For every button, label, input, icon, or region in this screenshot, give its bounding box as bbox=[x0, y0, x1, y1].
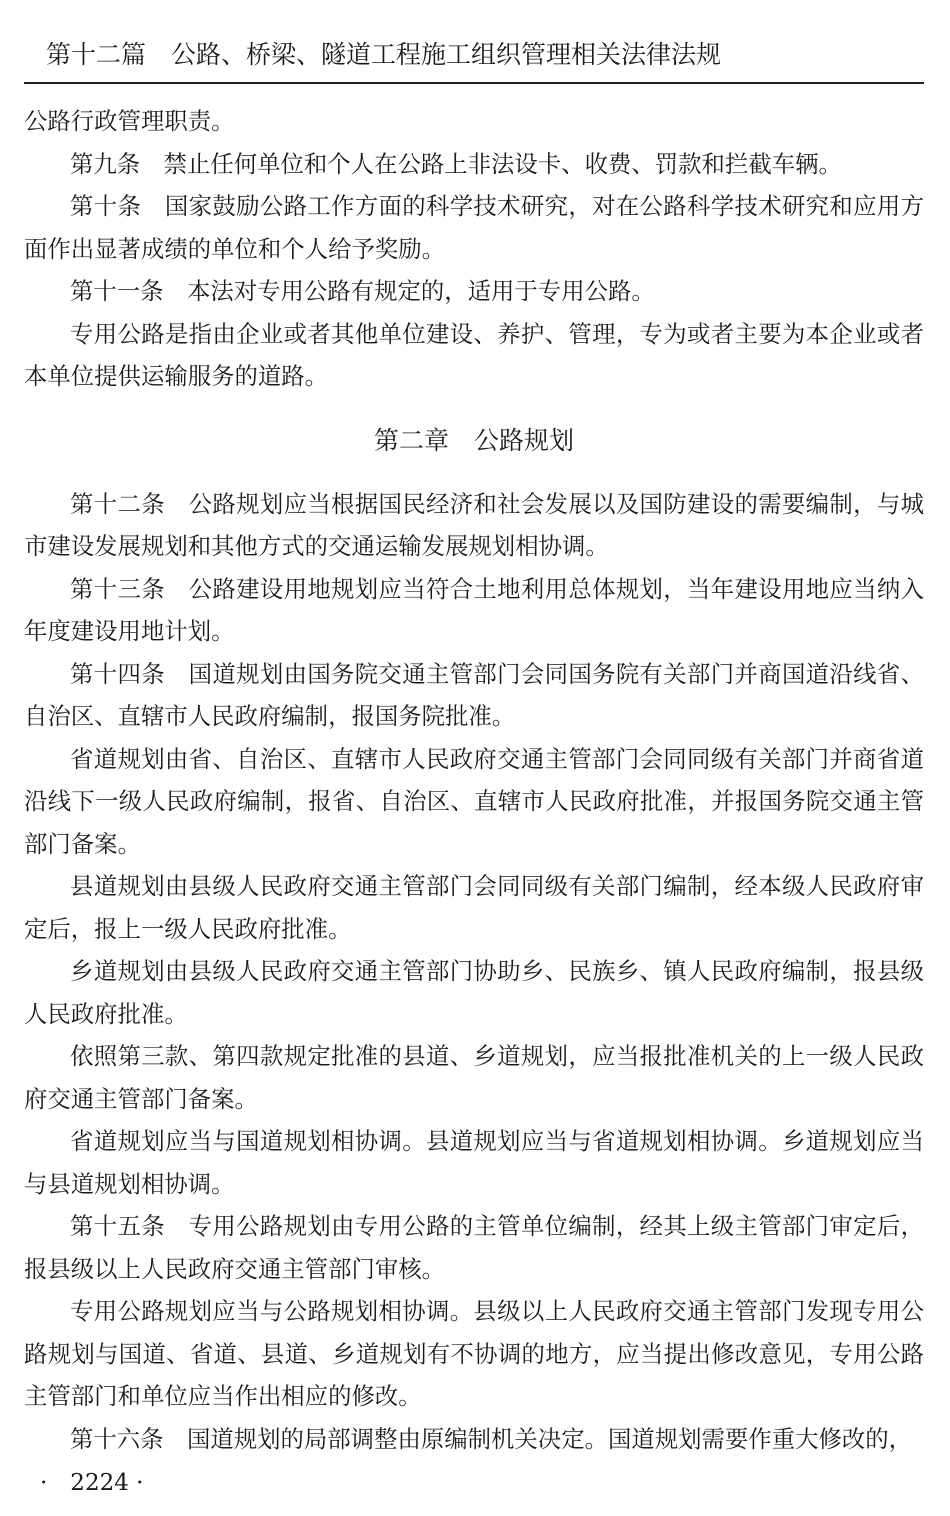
article-13: 第十三条 公路建设用地规划应当符合土地利用总体规划，当年建设用地应当纳入年度建设用地计划。 bbox=[24, 574, 924, 645]
chapter-heading: 第二章 公路规划 bbox=[373, 425, 574, 455]
article-11: 第十一条 本法对专用公路有规定的，适用于专用公路。 bbox=[70, 277, 655, 305]
running-header bbox=[24, 38, 924, 84]
article-14-clause-6: 省道规划应当与国道规划相协调。县道规划应当与省道规划相协调。乡道规划应当与县道规划相协调。 bbox=[24, 1127, 924, 1198]
article-12: 第十二条 公路规划应当根据国民经济和社会发展以及国防建设的需要编制，与城市建设发展规划和其他方式的交通运输发展规划相协调。 bbox=[24, 489, 924, 560]
header-title: 第十二篇 公路、桥梁、隧道工程施工组织管理相关法律法规 bbox=[46, 40, 722, 69]
article-16: 第十六条 国道规划的局部调整由原编制机关决定。国道规划需要作重大修改的， bbox=[70, 1424, 913, 1453]
article-10: 第十条 国家鼓励公路工作方面的科学技术研究，对在公路科学技术研究和应用方面作出显著成绩的单位和个人给予奖励。 bbox=[24, 192, 924, 263]
article-11-clause-2: 专用公路是指由企业或者其他单位建设、养护、管理，专为或者主要为本企业或者本单位提供运输服务的道路。 bbox=[24, 319, 924, 390]
article-14-clause-5: 依照第三款、第四款规定批准的县道、乡道规划，应当报批准机关的上一级人民政府交通主管部门备案。 bbox=[24, 1042, 924, 1113]
paragraph-continuation: 公路行政管理职责。 bbox=[24, 107, 235, 135]
article-15-clause-2: 专用公路规划应当与公路规划相协调。县级以上人民政府交通主管部门发现专用公路规划与国道、省道、县道、乡道规划有不协调的地方，应当提出修改意见，专用公路主管部门和单位应当作出相应的修改。 bbox=[24, 1297, 924, 1410]
article-15: 第十五条 专用公路规划由专用公路的主管单位编制，经其上级主管部门审定后，报县级以上人民政府交通主管部门审核。 bbox=[24, 1212, 924, 1283]
article-14-clause-2: 省道规划由省、自治区、直辖市人民政府交通主管部门会同同级有关部门并商省道沿线下一级人民政府编制，报省、自治区、直辖市人民政府批准，并报国务院交通主管部门备案。 bbox=[24, 744, 924, 858]
page-number: · 2224 · bbox=[40, 1470, 144, 1496]
article-9: 第九条 禁止任何单位和个人在公路上非法设卡、收费、罚款和拦截车辆。 bbox=[70, 149, 842, 178]
article-14-clause-3: 县道规划由县级人民政府交通主管部门会同同级有关部门编制，经本级人民政府审定后，报上一级人民政府批准。 bbox=[24, 872, 924, 943]
article-14: 第十四条 国道规划由国务院交通主管部门会同国务院有关部门并商国道沿线省、自治区、直辖市人民政府编制，报国务院批准。 bbox=[24, 659, 924, 730]
article-14-clause-4: 乡道规划由县级人民政府交通主管部门协助乡、民族乡、镇人民政府编制，报县级人民政府批准。 bbox=[24, 957, 924, 1028]
page-body bbox=[24, 100, 924, 1460]
